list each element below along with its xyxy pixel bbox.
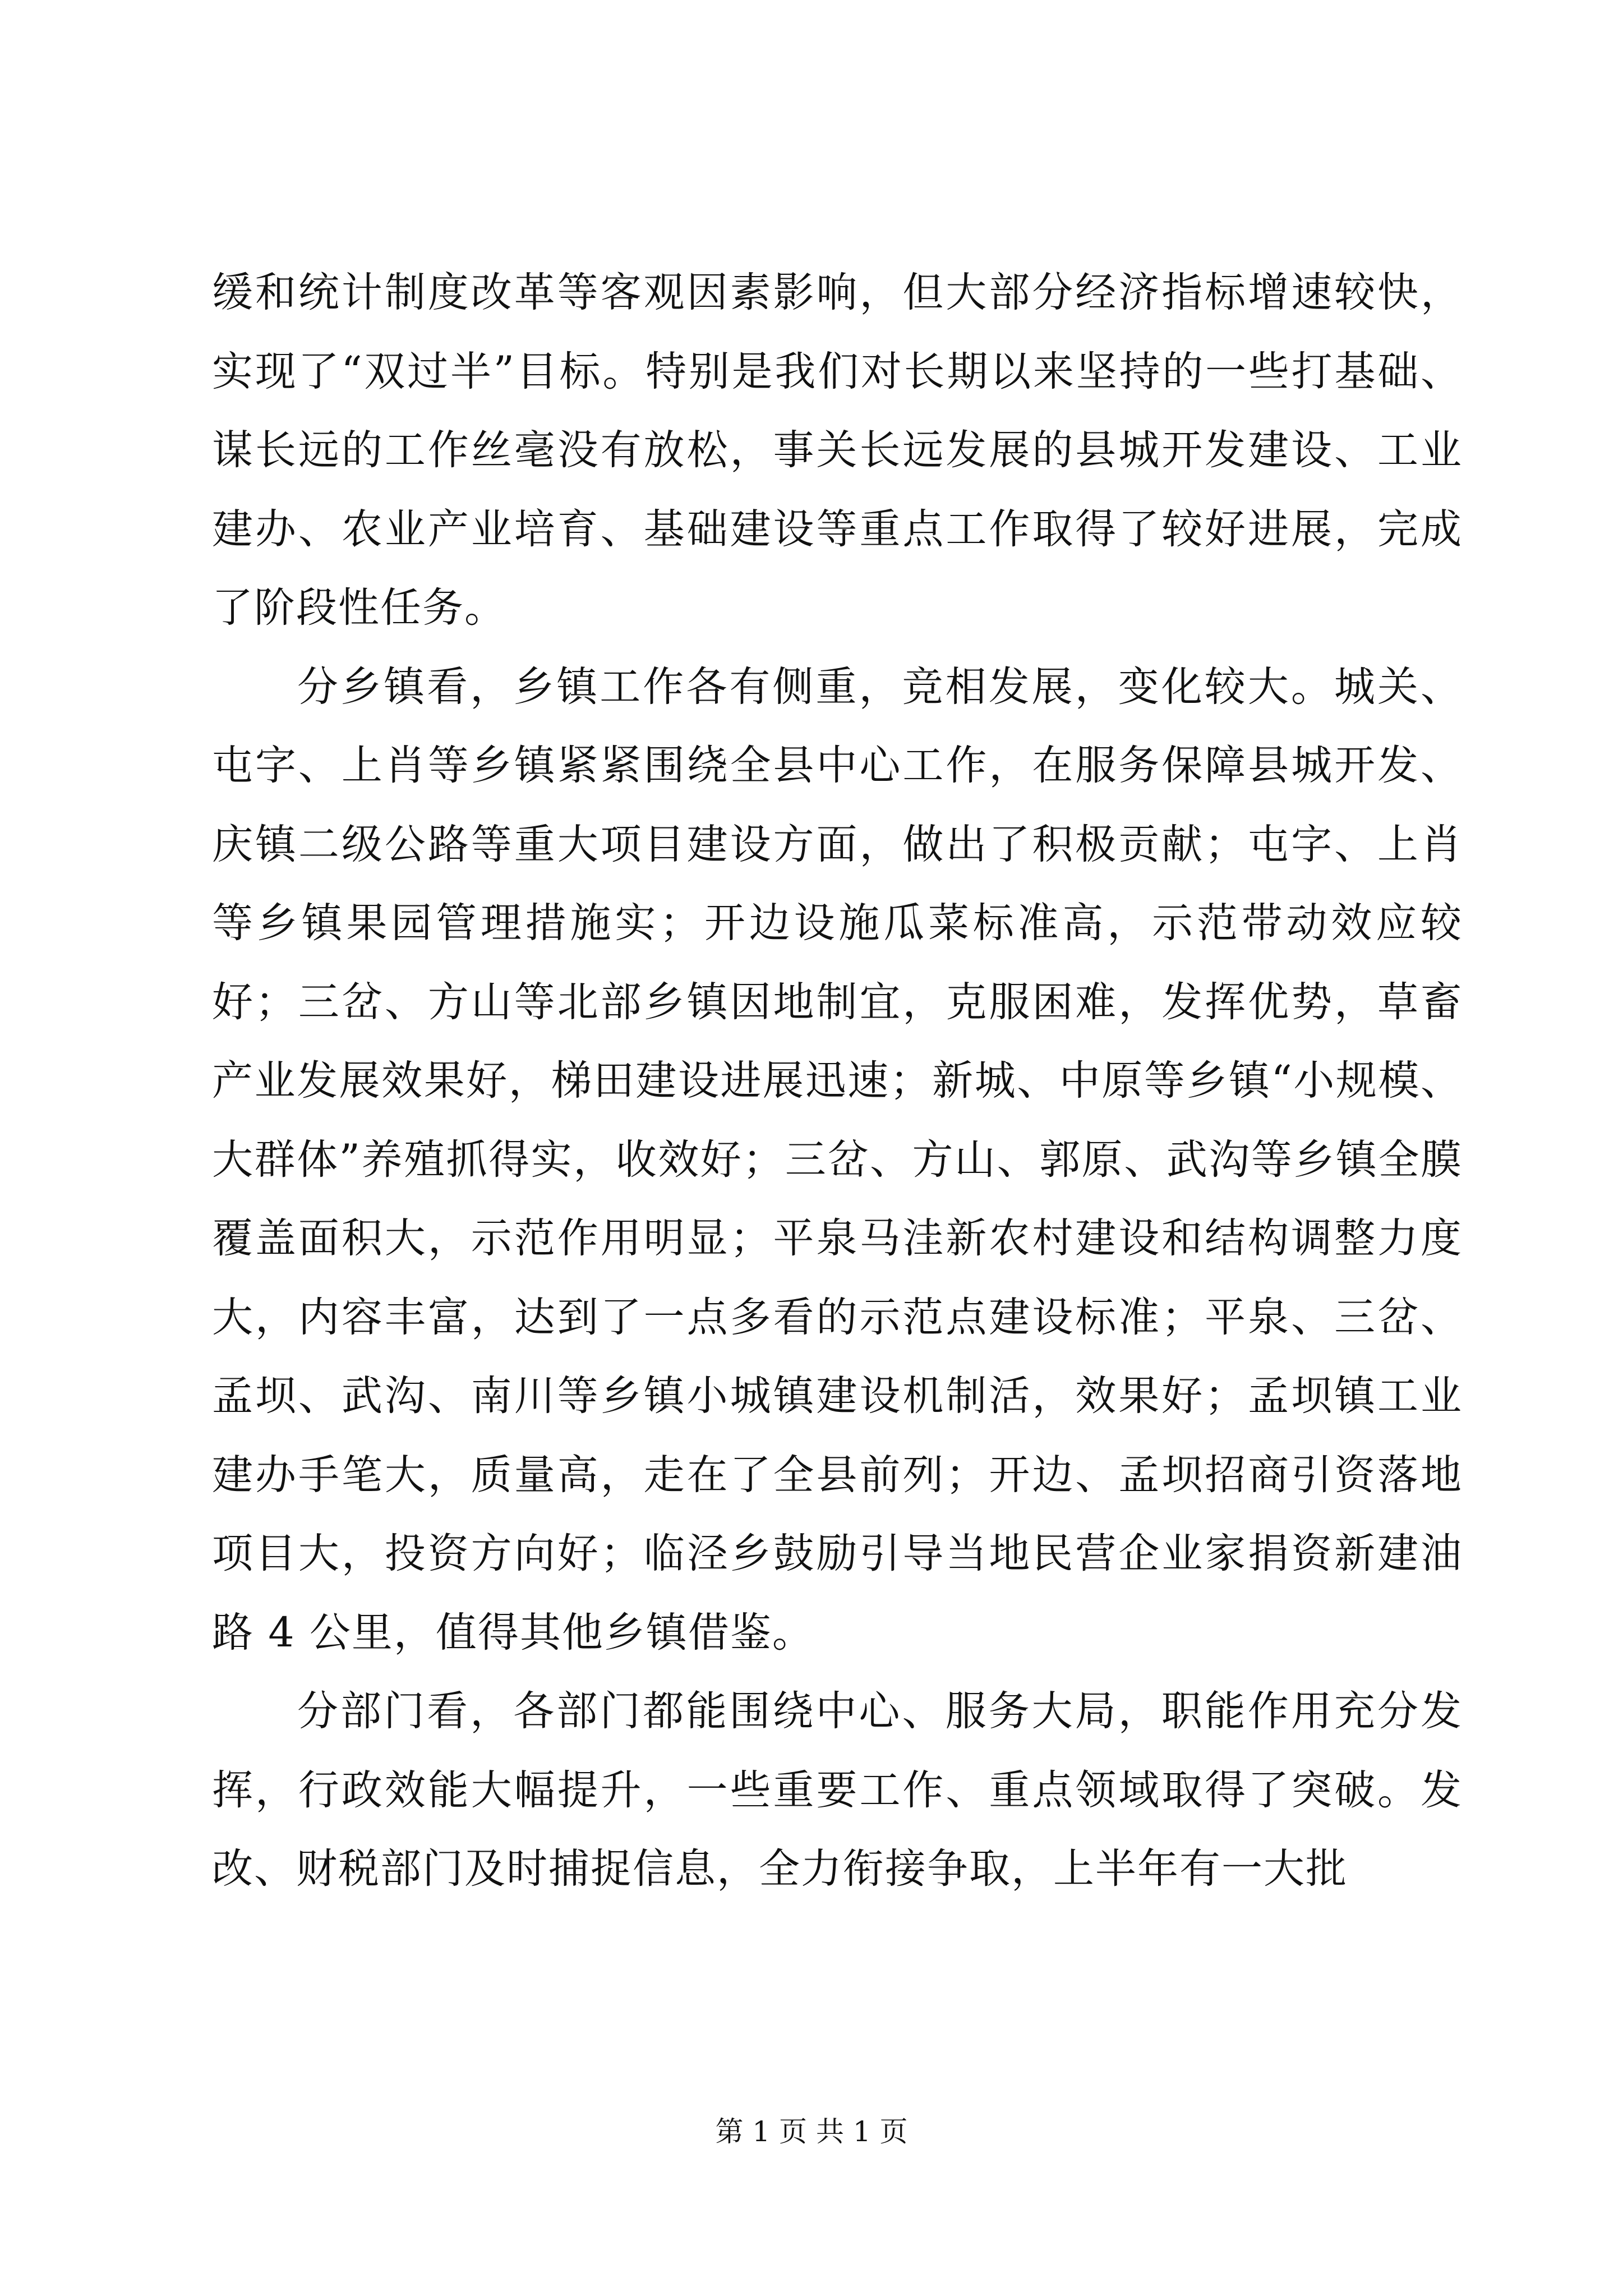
paragraph-by-department: 分部门看，各部门都能围绕中心、服务大局，职能作用充分发挥，行政效能大幅提升，一些重要工作、重点领域取得了突破。发改、财税部门及时捕捉信息，全力衔接争取，上半年有一大批 bbox=[212, 1687, 1463, 1893]
paragraph-continued: 缓和统计制度改革等客观因素影响，但大部分经济指标增速较快，实现了“双过半”目标。特别是我们对长期以来坚持的一些打基础、谋长远的工作丝毫没有放松，事关长远发展的县城开发建设、工业建办、农业产业培育、基础建设等重点工作取得了较好进展，完成了阶段性任务。 bbox=[212, 269, 1463, 632]
paragraph-by-township: 分乡镇看，乡镇工作各有侧重，竞相发展，变化较大。城关、屯字、上肖等乡镇紧紧围绕全县中心工作，在服务保障县城开发、庆镇二级公路等重大项目建设方面，做出了积极贡献；屯字、上肖等乡镇果园管理措施实；开边设施瓜菜标准高，示范带动效应较好；三岔、方山等北部乡镇因地制宜，克服困难，发挥优势，草畜产业发展效果好，梯田建设进展迅速；新城、中原等乡镇“小规模、大群体”养殖抓得实，收效好；三岔、方山、郭原、武沟等乡镇全膜覆盖面积大，示范作用明显；平泉马洼新农村建设和结构调整力度大，内容丰富，达到了一点多看的示范点建设标准；平泉、三岔、孟坝、武沟、南川等乡镇小城镇建设机制活，效果好；孟坝镇工业建办手笔大，质量高，走在了全县前列；开边、孟坝招商引资落地项目大，投资方向好；临泾乡鼓励引导当地民营企业家捐资新建油路 4 公里，值得其他乡镇借鉴。 bbox=[212, 662, 1463, 1657]
document-body bbox=[212, 254, 1463, 1909]
page-footer: 第 1 页 共 1 页 bbox=[715, 2115, 908, 2148]
